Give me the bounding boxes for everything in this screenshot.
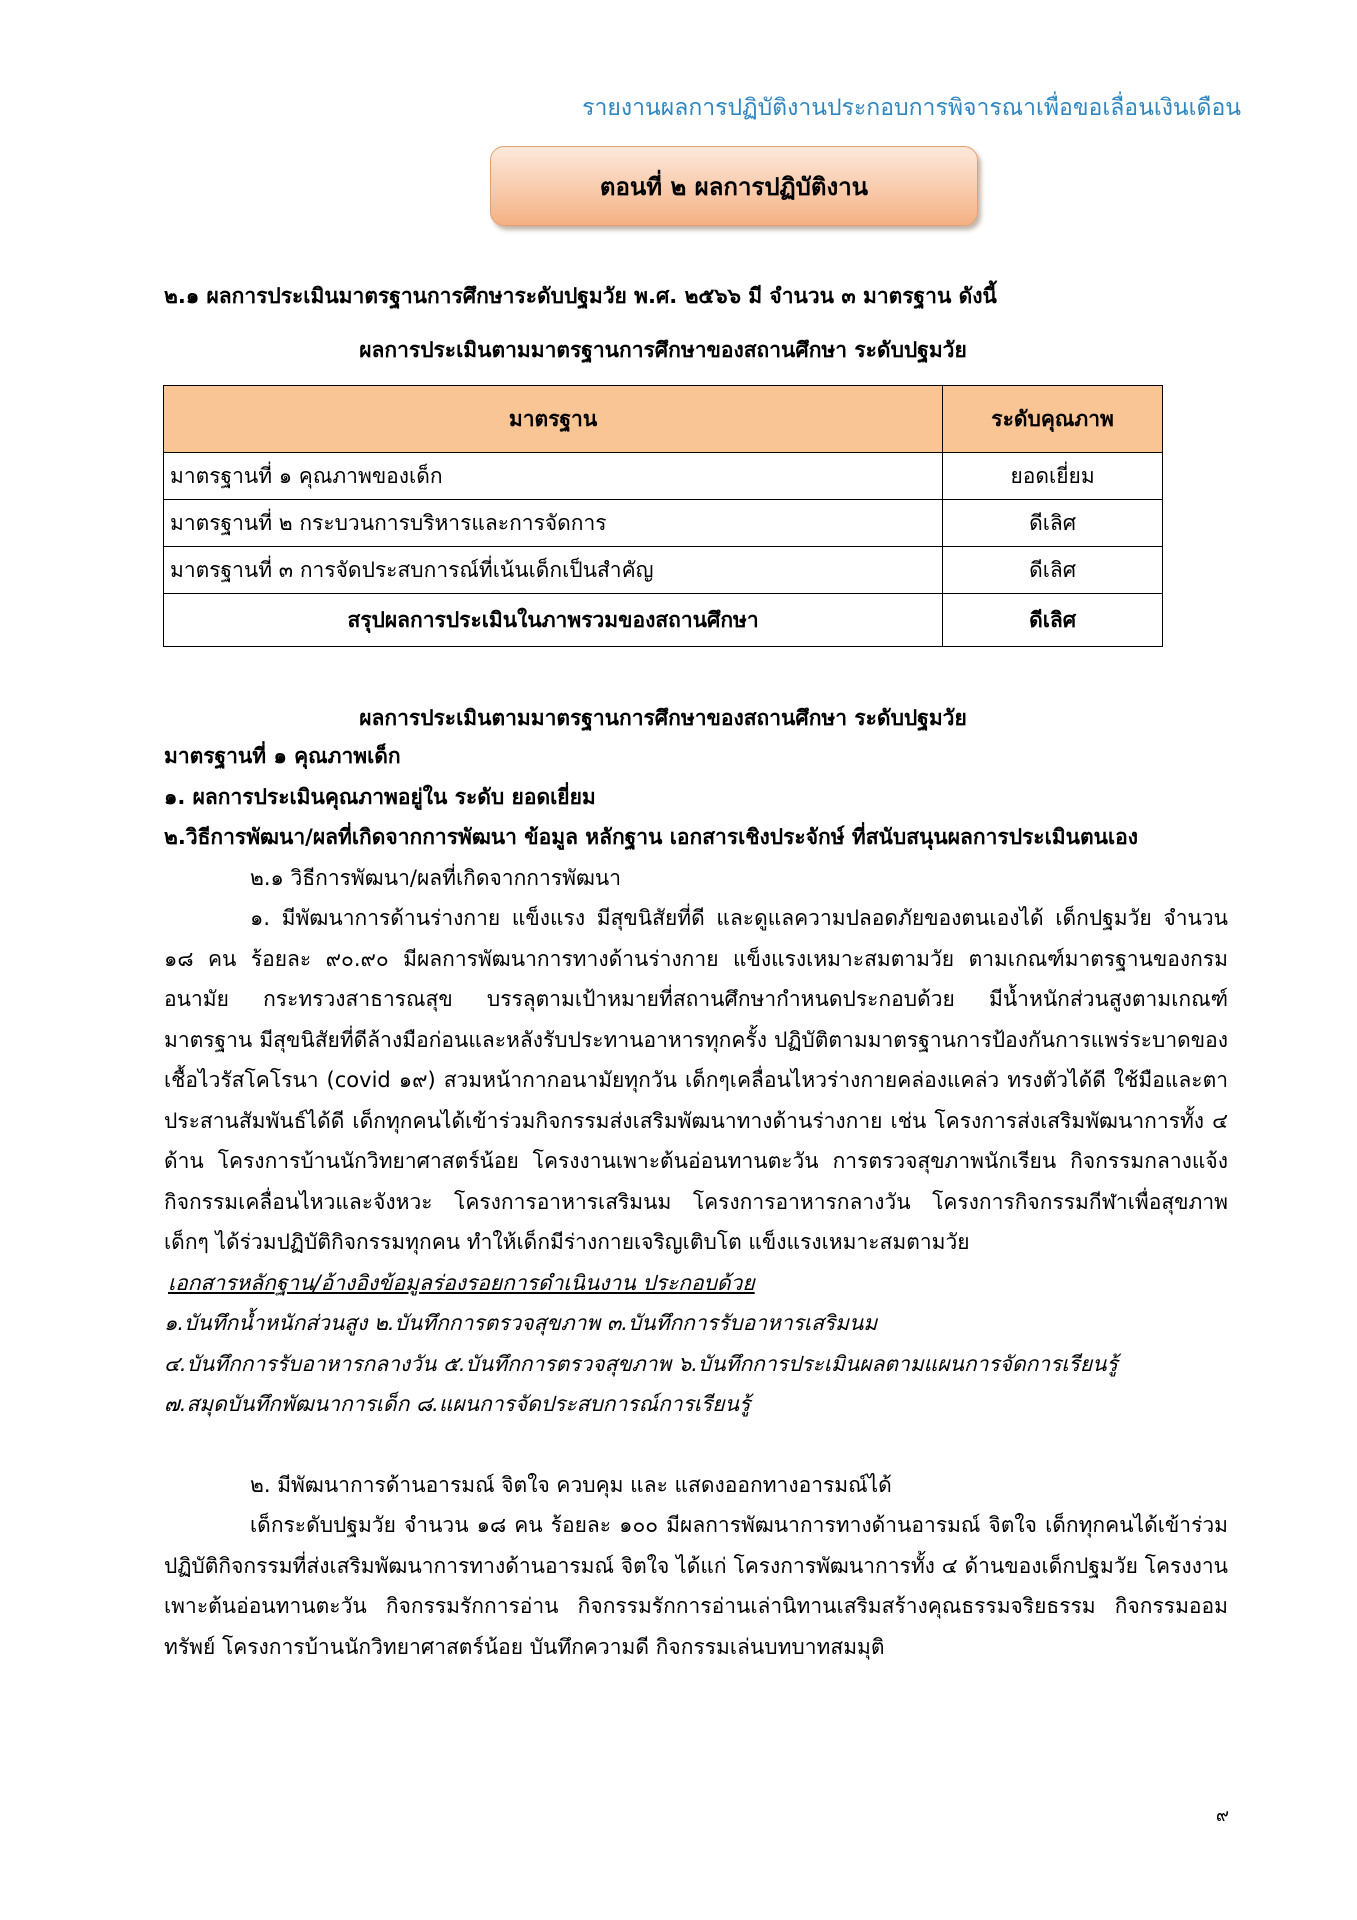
table-row xyxy=(164,453,1163,500)
table-row xyxy=(164,547,1163,594)
evidence-heading: เอกสารหลักฐาน/อ้างอิงข้อมูลร่องรอยการดำเนินงาน ประกอบด้วย xyxy=(168,1270,755,1295)
sub-heading: ๒.๑ วิธีการพัฒนา/ผลที่เกิดจากการพัฒนา xyxy=(250,865,622,890)
page-number: ๙ xyxy=(1215,1805,1229,1826)
standard-name: มาตรฐานที่ ๒ กระบวนการบริหารและการจัดการ xyxy=(164,500,943,547)
summary-level: ดีเลิศ xyxy=(943,594,1163,647)
standard-1-title: มาตรฐานที่ ๑ คุณภาพเด็ก xyxy=(164,744,401,768)
evidence-line-2: ๔.บันทึกการรับอาหารกลางวัน ๕.บันทึกการตรวจสุขภาพ ๖.บันทึกการประเมินผลตามแผนการจัดการเรียนรู้ xyxy=(164,1351,1118,1376)
evidence-line-3: ๗.สมุดบันทึกพัฒนาการเด็ก ๘.แผนการจัดประสบการณ์การเรียนรู้ xyxy=(164,1392,751,1416)
part-title: ตอนที่ ๒ ผลการปฏิบัติงาน xyxy=(599,172,869,201)
header-standard: มาตรฐาน xyxy=(164,386,943,453)
caption-2: ผลการประเมินตามมาตรฐานการศึกษาของสถานศึกษา ระดับปฐมวัย xyxy=(359,706,967,730)
table-row xyxy=(164,500,1163,547)
section-heading: ๒.๑ ผลการประเมินมาตรฐานการศึกษาระดับปฐมวัย พ.ศ. ๒๕๖๖ มี จำนวน ๓ มาตรฐาน ดังนี้ xyxy=(164,284,997,308)
result-line: ๑. ผลการประเมินคุณภาพอยู่ใน ระดับ ยอดเยี่ยม xyxy=(164,784,596,809)
summary-row xyxy=(164,594,1163,647)
paragraph-emotional: เด็กระดับปฐมวัย จำนวน ๑๘ คน ร้อยละ ๑๐๐ มีผลการพัฒนาการทางด้านอารมณ์ จิตใจ เด็กทุกคนได้เข้าร่วมปฏิบัติกิจกรรมที่ส่งเสริมพัฒนาการทางด้านอารมณ์ จิตใจ ได้แก่ โครงการพัฒนาการทั้ง ๔ ด้านของเด็กปฐมวัย โครงงานเพาะต้นอ่อนทานตะวัน กิจกรรมรักการอ่าน กิจกรรมรักการอ่านเล่านิทานเสริมสร้างคุณธรรมจริยธรรม กิจกรรมออมทรัพย์ โครงการบ้านนักวิทยาศาสตร์น้อย บันทึกความดี กิจกรรมเล่นบทบาทสมมุติ xyxy=(164,1513,1228,1659)
part-title-box xyxy=(490,146,978,226)
table-caption: ผลการประเมินตามมาตรฐานการศึกษาของสถานศึกษา ระดับปฐมวัย xyxy=(359,338,967,362)
body-content xyxy=(164,736,1228,1667)
standards-table xyxy=(163,385,1163,647)
quality-level: ดีเลิศ xyxy=(943,500,1163,547)
summary-label: สรุปผลการประเมินในภาพรวมของสถานศึกษา xyxy=(164,594,943,647)
standard-name: มาตรฐานที่ ๑ คุณภาพของเด็ก xyxy=(164,453,943,500)
table-header-row xyxy=(164,386,1163,453)
method-heading: ๒.วิธีการพัฒนา/ผลที่เกิดจากการพัฒนา ข้อมูล หลักฐาน เอกสารเชิงประจักษ์ ที่สนับสนุนผลการประเมินตนเอง xyxy=(164,825,1138,849)
paragraph-physical: ๑. มีพัฒนาการด้านร่างกาย แข็งแรง มีสุขนิสัยที่ดี และดูแลความปลอดภัยของตนเองได้ เด็กปฐมวัย จำนวน ๑๘ คน ร้อยละ ๙๐.๙๐ มีผลการพัฒนาการทางด้านร่างกาย แข็งแรงเหมาะสมตามวัย ตามเกณฑ์มาตรฐานของกรมอนามัย กระทรวงสาธารณสุข บรรลุตามเป้าหมายที่สถานศึกษากำหนดประกอบด้วย มีน้ำหนักส่วนสูงตามเกณฑ์มาตรฐาน มีสุขนิสัยที่ดีล้างมือก่อนและหลังรับประทานอาหารทุกครั้ง ปฏิบัติตามมาตรฐานการป้องกันการแพร่ระบาดของเชื้อไวรัสโคโรนา (covid ๑๙) สวมหน้ากากอนามัยทุกวัน เด็กๆเคลื่อนไหวร่างกายคล่องแคล่ว ทรงตัวได้ดี ใช้มือและตาประสานสัมพันธ์ได้ดี เด็กทุกคนได้เข้าร่วมกิจกรรมส่งเสริมพัฒนาทางด้านร่างกาย เช่น โครงการส่งเสริมพัฒนาการทั้ง ๔ ด้าน โครงการบ้านนักวิทยาศาสตร์น้อย โครงงานเพาะต้นอ่อนทานตะวัน การตรวจสุขภาพนักเรียน กิจกรรมกลางแจ้ง กิจกรรมเคลื่อนไหวและจังหวะ โครงการอาหารเสริมนม โครงการอาหารกลางวัน โครงการกิจกรรมกีฬาเพื่อสุขภาพเด็กๆ ได้ร่วมปฏิบัติกิจกรรมทุกคน ทำให้เด็กมีร่างกายเจริญเติบโต แข็งแรงเหมาะสมตามวัย xyxy=(164,906,1228,1254)
standard-name: มาตรฐานที่ ๓ การจัดประสบการณ์ที่เน้นเด็กเป็นสำคัญ xyxy=(164,547,943,594)
spacer xyxy=(164,1425,1228,1465)
report-header-title: รายงานผลการปฏิบัติงานประกอบการพิจารณาเพื่อขอเลื่อนเงินเดือน xyxy=(582,95,1241,121)
quality-level: ดีเลิศ xyxy=(943,547,1163,594)
header-quality-level: ระดับคุณภาพ xyxy=(943,386,1163,453)
evidence-line-1: ๑.บันทึกน้ำหนักส่วนสูง ๒.บันทึกการตรวจสุขภาพ ๓.บันทึกการรับอาหารเสริมนม xyxy=(164,1311,878,1335)
quality-level: ยอดเยี่ยม xyxy=(943,453,1163,500)
paragraph-emotional-title: ๒. มีพัฒนาการด้านอารมณ์ จิตใจ ควบคุม และ แสดงออกทางอารมณ์ได้ xyxy=(250,1472,892,1497)
